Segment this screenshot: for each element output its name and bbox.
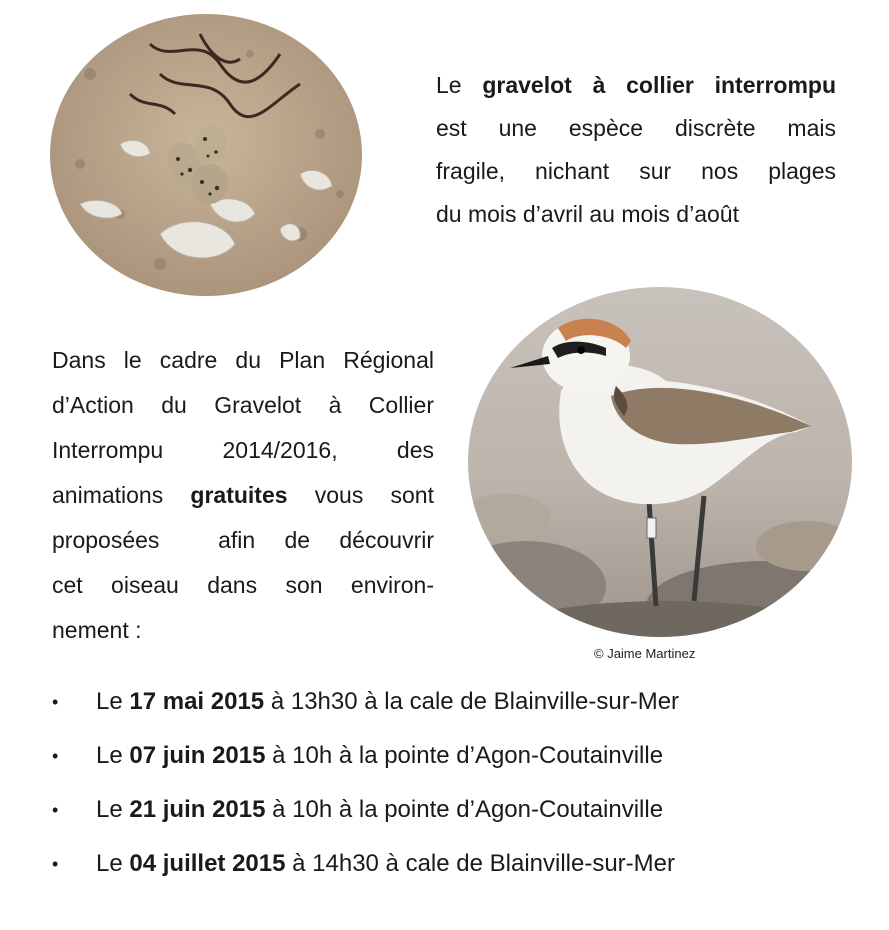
intro-line-2: est une espèce discrète mais bbox=[436, 115, 836, 141]
species-name: gravelot à collier interrompu bbox=[482, 72, 836, 98]
paragraph-line-1: Dans le cadre du Plan Régional bbox=[52, 347, 434, 373]
bullet-icon: • bbox=[52, 854, 59, 874]
list-item: • Le 17 mai 2015 à 13h30 à la cale de Blainville-sur-Mer bbox=[50, 680, 870, 734]
paragraph-line-2: d’Action du Gravelot à Collier bbox=[52, 392, 434, 418]
eggs-nest-photo bbox=[50, 14, 362, 296]
event-list bbox=[50, 680, 870, 896]
plover-bird-photo bbox=[466, 286, 854, 638]
free-emphasis: gratuites bbox=[190, 482, 288, 508]
event-date: 04 juillet 2015 bbox=[129, 850, 286, 877]
event-date: 17 mai 2015 bbox=[129, 688, 265, 715]
intro-line-3: fragile, nichant sur nos plages bbox=[436, 158, 836, 184]
photo-credit: © Jaime Martinez bbox=[594, 646, 696, 661]
list-item: • Le 04 juillet 2015 à 14h30 à cale de Blainville-sur-Mer bbox=[50, 842, 870, 896]
intro-line-1: Le gravelot à collier interrompu bbox=[436, 72, 836, 98]
paragraph-line-7: nement : bbox=[52, 617, 142, 643]
list-item: • Le 07 juin 2015 à 10h à la pointe d’Agon-Coutainville bbox=[50, 734, 870, 788]
paragraph-line-3: Interrompu 2014/2016, des bbox=[52, 437, 434, 463]
intro-paragraph bbox=[436, 64, 836, 236]
main-paragraph bbox=[52, 338, 434, 653]
event-date: 07 juin 2015 bbox=[129, 742, 266, 769]
intro-line-4: du mois d’avril au mois d’août bbox=[436, 201, 739, 227]
bullet-icon: • bbox=[52, 800, 59, 820]
bullet-icon: • bbox=[52, 746, 59, 766]
list-item: • Le 21 juin 2015 à 10h à la pointe d’Agon-Coutainville bbox=[50, 788, 870, 842]
event-date: 21 juin 2015 bbox=[129, 796, 266, 823]
bullet-icon: • bbox=[52, 692, 59, 712]
paragraph-line-4: animations gratuites vous sont bbox=[52, 482, 434, 508]
paragraph-line-5: proposées afin de découvrir bbox=[52, 527, 434, 553]
paragraph-line-6: cet oiseau dans son environ- bbox=[52, 572, 434, 598]
